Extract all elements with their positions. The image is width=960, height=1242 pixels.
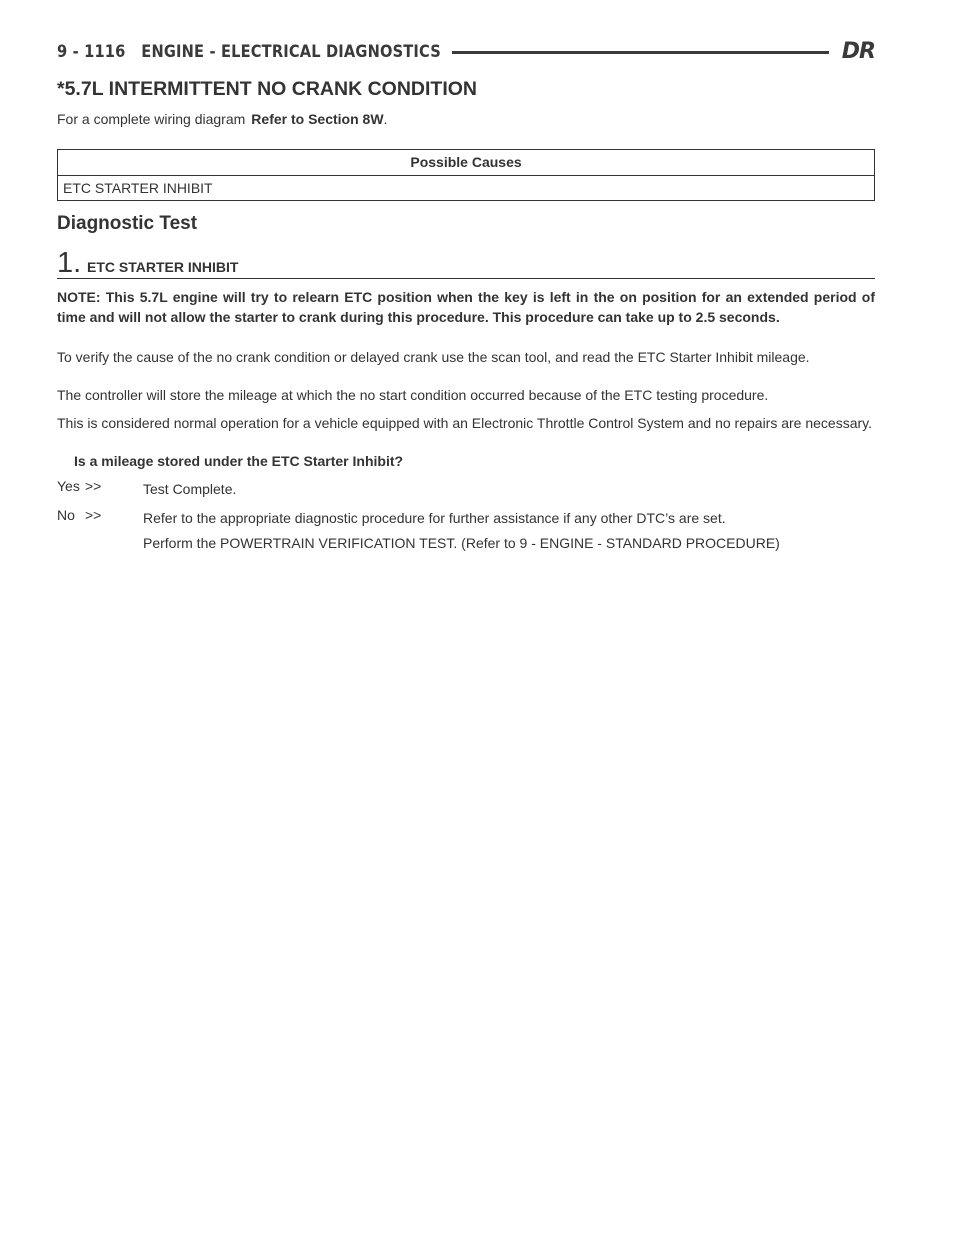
- body-paragraph: To verify the cause of the no crank condition or delayed crank use the scan tool, and read the ETC Starter Inhibit mileage.: [57, 349, 810, 365]
- answer-text-followup: Perform the POWERTRAIN VERIFICATION TEST. (Refer to 9 - ENGINE - STANDARD PROCEDURE): [143, 535, 780, 551]
- note-paragraph: NOTE: This 5.7L engine will try to relearn ETC position when the key is left in the on position for an extended period of time and will not allow the starter to crank during this procedure. This procedure can take up to 2.5 seconds.: [57, 289, 875, 325]
- step-number: 1.: [57, 247, 82, 279]
- header-rule: [452, 51, 829, 54]
- answer-text: Refer to the appropriate diagnostic procedure for further assistance if any other DTC’s are set.: [143, 510, 726, 526]
- possible-cause-item: ETC STARTER INHIBIT: [63, 180, 213, 196]
- step-title: ETC STARTER INHIBIT: [87, 259, 239, 275]
- wiring-reference: [57, 111, 387, 127]
- page-title: *5.7L INTERMITTENT NO CRANK CONDITION: [57, 78, 477, 100]
- chapter-title: ENGINE - ELECTRICAL DIAGNOSTICS: [141, 42, 441, 62]
- running-header-left: [57, 42, 441, 62]
- section-number: 9 - 1116: [57, 42, 126, 62]
- test-question: Is a mileage stored under the ETC Starter Inhibit?: [74, 453, 404, 469]
- answer-arrow: >>: [85, 507, 102, 523]
- possible-causes-header: Possible Causes: [58, 150, 874, 176]
- body-paragraph: The controller will store the mileage at which the no start condition occurred because of the ETC testing procedure.: [57, 387, 769, 403]
- answer-label: No: [57, 507, 75, 523]
- diagnostic-test-heading: Diagnostic Test: [57, 213, 198, 234]
- wiring-text: For a complete wiring diagram: [57, 111, 246, 127]
- model-code: DR: [841, 39, 875, 64]
- possible-causes-table: [57, 149, 875, 201]
- answer-text: Test Complete.: [143, 481, 237, 497]
- wiring-section-link[interactable]: Refer to Section 8W: [251, 111, 384, 127]
- step-heading: [57, 248, 875, 279]
- running-header: [57, 38, 875, 66]
- answer-label: Yes: [57, 478, 80, 494]
- body-paragraph: This is considered normal operation for a vehicle equipped with an Electronic Throttle Control System and no repairs are necessary.: [57, 415, 873, 431]
- answer-arrow: >>: [85, 478, 102, 494]
- wiring-end: .: [383, 111, 388, 127]
